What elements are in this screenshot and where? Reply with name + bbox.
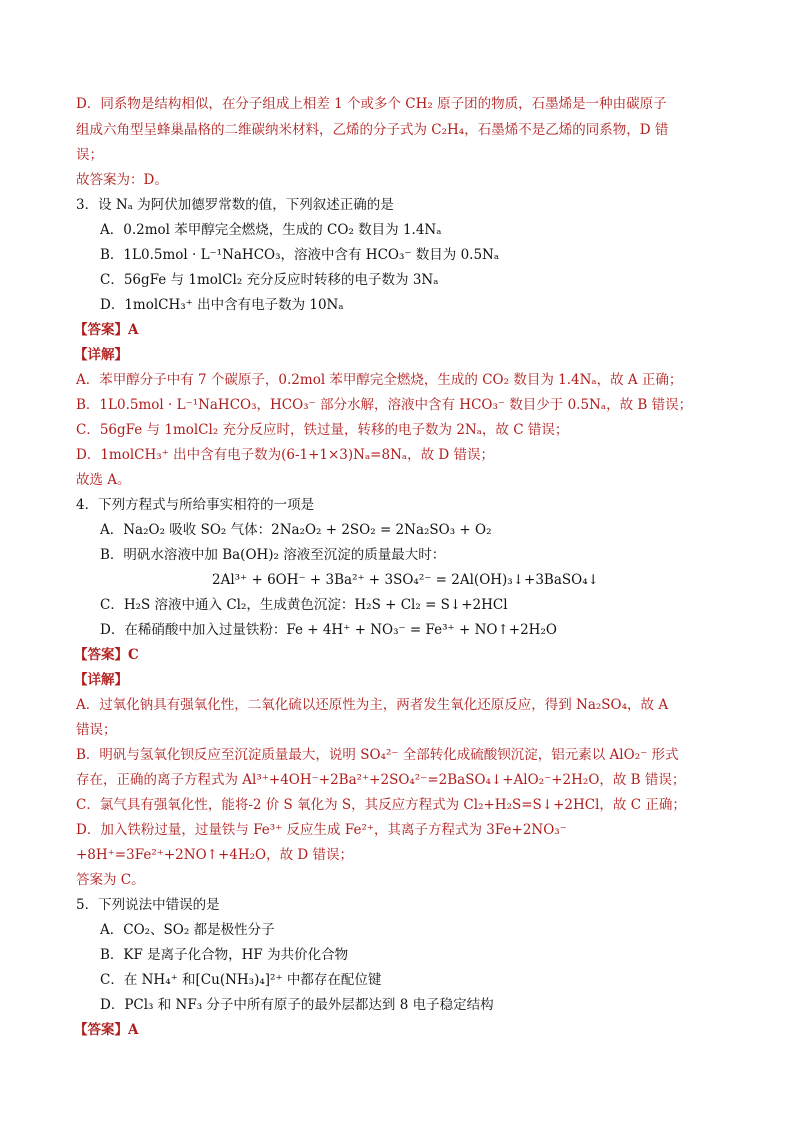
question-3-answer: 【答案】A <box>74 322 139 338</box>
explanation-line: 存在，正确的离子方程式为 Al³⁺+4OH⁻+2Ba²⁺+2SO₄²⁻=2BaSO₄↓+AlO₂⁻+2H₂O，故 B 错误； <box>76 772 686 788</box>
conclusion-line: 答案为 C。 <box>76 872 145 888</box>
explanation-line: +8H⁺=3Fe²⁺+2NO↑+4H₂O，故 D 错误； <box>76 847 354 863</box>
question-3-detail-heading: 【详解】 <box>74 347 128 363</box>
explanation-line: D．同系物是结构相似，在分子组成上相差 1 个或多个 CH₂ 原子团的物质，石墨烯是一种由碳原子 <box>76 96 667 112</box>
question-5-option-a: A．CO₂、SO₂ 都是极性分子 <box>100 922 275 938</box>
conclusion-line: 故选 A。 <box>76 472 131 488</box>
question-3-option-d: D．1molCH₃⁺ 出中含有电子数为 10Nₐ <box>100 297 344 313</box>
question-4-option-d: D．在稀硝酸中加入过量铁粉：Fe + 4H⁺ + NO₃⁻ = Fe³⁺ + NO↑+2H₂O <box>100 622 557 638</box>
question-4-option-c: C．H₂S 溶液中通入 Cl₂，生成黄色沉淀：H₂S + Cl₂ = S↓+2HCl <box>100 597 508 613</box>
explanation-line: C．56gFe 与 1molCl₂ 充分反应时，铁过量，转移的电子数为 2Nₐ，故 C 错误； <box>76 422 569 438</box>
explanation-line: 错误； <box>76 722 117 738</box>
question-4-option-b-equation: 2Al³⁺ + 6OH⁻ + 3Ba²⁺ + 3SO₄²⁻ = 2Al(OH)₃↓+3BaSO₄↓ <box>212 572 599 588</box>
explanation-line: 组成六角型呈蜂巢晶格的二维碳纳米材料，乙烯的分子式为 C₂H₄，石墨烯不是乙烯的同系物，D 错 <box>76 122 669 138</box>
explanation-line: B．明矾与氢氧化钡反应至沉淀质量最大，说明 SO₄²⁻ 全部转化成硫酸钡沉淀，铝元素以 AlO₂⁻ 形式 <box>76 747 679 763</box>
question-5-option-b: B．KF 是离子化合物，HF 为共价化合物 <box>100 947 349 963</box>
explanation-line: D．加入铁粉过量，过量铁与 Fe³⁺ 反应生成 Fe²⁺，其离子方程式为 3Fe+2NO₃⁻ <box>76 822 567 838</box>
question-4-answer: 【答案】C <box>74 647 139 663</box>
question-3-option-a: A．0.2mol 苯甲醇完全燃烧，生成的 CO₂ 数目为 1.4Nₐ <box>100 222 442 238</box>
question-5-stem: 5．下列说法中错误的是 <box>76 897 220 913</box>
explanation-line: C．氯气具有强氧化性，能将-2 价 S 氧化为 S，其反应方程式为 Cl₂+H₂S=S↓+2HCl，故 C 正确； <box>76 797 686 813</box>
conclusion-line: 故答案为：D。 <box>76 172 168 188</box>
explanation-line: A．过氧化钠具有强氧化性，二氧化硫以还原性为主，两者发生氧化还原反应，得到 Na₂SO₄，故 A <box>76 697 669 713</box>
question-3-stem: 3．设 Nₐ 为阿伏加德罗常数的值，下列叙述正确的是 <box>76 197 394 213</box>
question-4-option-b: B．明矾水溶液中加 Ba(OH)₂ 溶液至沉淀的质量最大时： <box>100 547 446 563</box>
explanation-line: 误； <box>76 147 103 163</box>
explanation-line: D．1molCH₃⁺ 出中含有电子数为(6-1+1×3)Nₐ=8Nₐ，故 D 错误； <box>76 447 495 463</box>
question-3-option-c: C．56gFe 与 1molCl₂ 充分反应时转移的电子数为 3Nₐ <box>100 272 439 288</box>
question-5-answer: 【答案】A <box>74 1022 139 1038</box>
question-4-detail-heading: 【详解】 <box>74 672 128 688</box>
question-4-option-a: A．Na₂O₂ 吸收 SO₂ 气体：2Na₂O₂ + 2SO₂ = 2Na₂SO₃ + O₂ <box>100 522 492 538</box>
explanation-line: A．苯甲醇分子中有 7 个碳原子，0.2mol 苯甲醇完全燃烧，生成的 CO₂ 数目为 1.4Nₐ，故 A 正确； <box>76 372 683 388</box>
question-4-stem: 4．下列方程式与所给事实相符的一项是 <box>76 497 315 513</box>
explanation-line: B．1L0.5mol · L⁻¹NaHCO₃，HCO₃⁻ 部分水解，溶液中含有 HCO₃⁻ 数目少于 0.5Nₐ，故 B 错误； <box>76 397 693 413</box>
question-5-option-d: D．PCl₃ 和 NF₃ 分子中所有原子的最外层都达到 8 电子稳定结构 <box>100 997 494 1013</box>
question-3-option-b: B．1L0.5mol · L⁻¹NaHCO₃，溶液中含有 HCO₃⁻ 数目为 0.5Nₐ <box>100 247 500 263</box>
question-5-option-c: C．在 NH₄⁺ 和[Cu(NH₃)₄]²⁺ 中都存在配位键 <box>100 972 382 988</box>
